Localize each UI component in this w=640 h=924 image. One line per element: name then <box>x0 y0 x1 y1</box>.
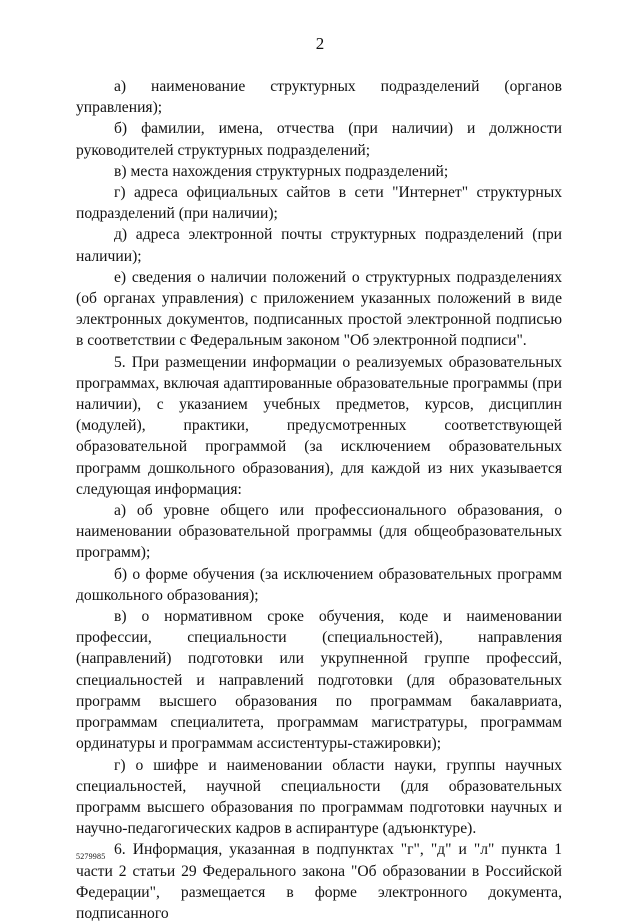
paragraph-v-locations: в) места нахождения структурных подразделений; <box>114 162 449 180</box>
page-number: 2 <box>315 34 325 53</box>
paragraph-5a-level: а) об уровне общего или профессионального образования, о наименовании образовательной программы (для общеобразовательных программ); <box>76 502 562 562</box>
paragraph-6-information: 6. Информация, указанная в подпунктах "г", "д" и "л" пункта 1 части 2 статьи 29 Федерального закона "Об образовании в Российской Федерации", размещается в форме электронного документа, подписанного <box>76 841 562 922</box>
paragraph-5-programs: 5. При размещении информации о реализуемых образовательных программах, включая адаптированные образовательные программы (при наличии), с указанием учебных предметов, курсов, дисциплин (модулей), практики, предусмотренных соответствующей образовательной программой (за исключением образовательных программ дошкольного образования), для каждой из них указывается следующая информация: <box>76 353 562 498</box>
paragraph-5v-duration: в) о нормативном сроке обучения, коде и наименовании профессии, специальности (специальностей), направления (направлений) подготовки или укрупненной группе профессий, специальностей и направлений подготовки (для образовательных программ высшего образования по программам бакалавриата, программам специалитета, программам магистратуры, программам ординатуры и программам ассистентуры-стажировки); <box>76 608 562 753</box>
paragraph-5g-science: г) о шифре и наименовании области науки, группы научных специальностей, научной специальности (для образовательных программ высшего образования по программам подготовки научных и научно-педагогических кадров в аспирантуре (адъюнктуре). <box>76 756 562 838</box>
paragraph-5b-form: б) о форме обучения (за исключением образовательных программ дошкольного образования); <box>76 565 562 604</box>
paragraph-b-heads: б) фамилии, имена, отчества (при наличии) и должности руководителей структурных подразделений; <box>76 120 562 159</box>
paragraph-d-emails: д) адреса электронной почты структурных подразделений (при наличии); <box>76 226 562 265</box>
paragraph-g-websites: г) адреса официальных сайтов в сети "Интернет" структурных подразделений (при наличии); <box>76 184 562 223</box>
paragraph-e-regulations: е) сведения о наличии положений о структурных подразделениях (об органах управления) с приложением указанных положений в виде электронных документов, подписанных простой электронной подписью в соответствии с Федеральным законом "Об электронной подписи". <box>76 268 562 350</box>
document-body <box>76 76 562 924</box>
document-code: 5279985 <box>76 852 106 861</box>
paragraph-a-units-names: а) наименование структурных подразделений (органов управления); <box>76 78 562 117</box>
